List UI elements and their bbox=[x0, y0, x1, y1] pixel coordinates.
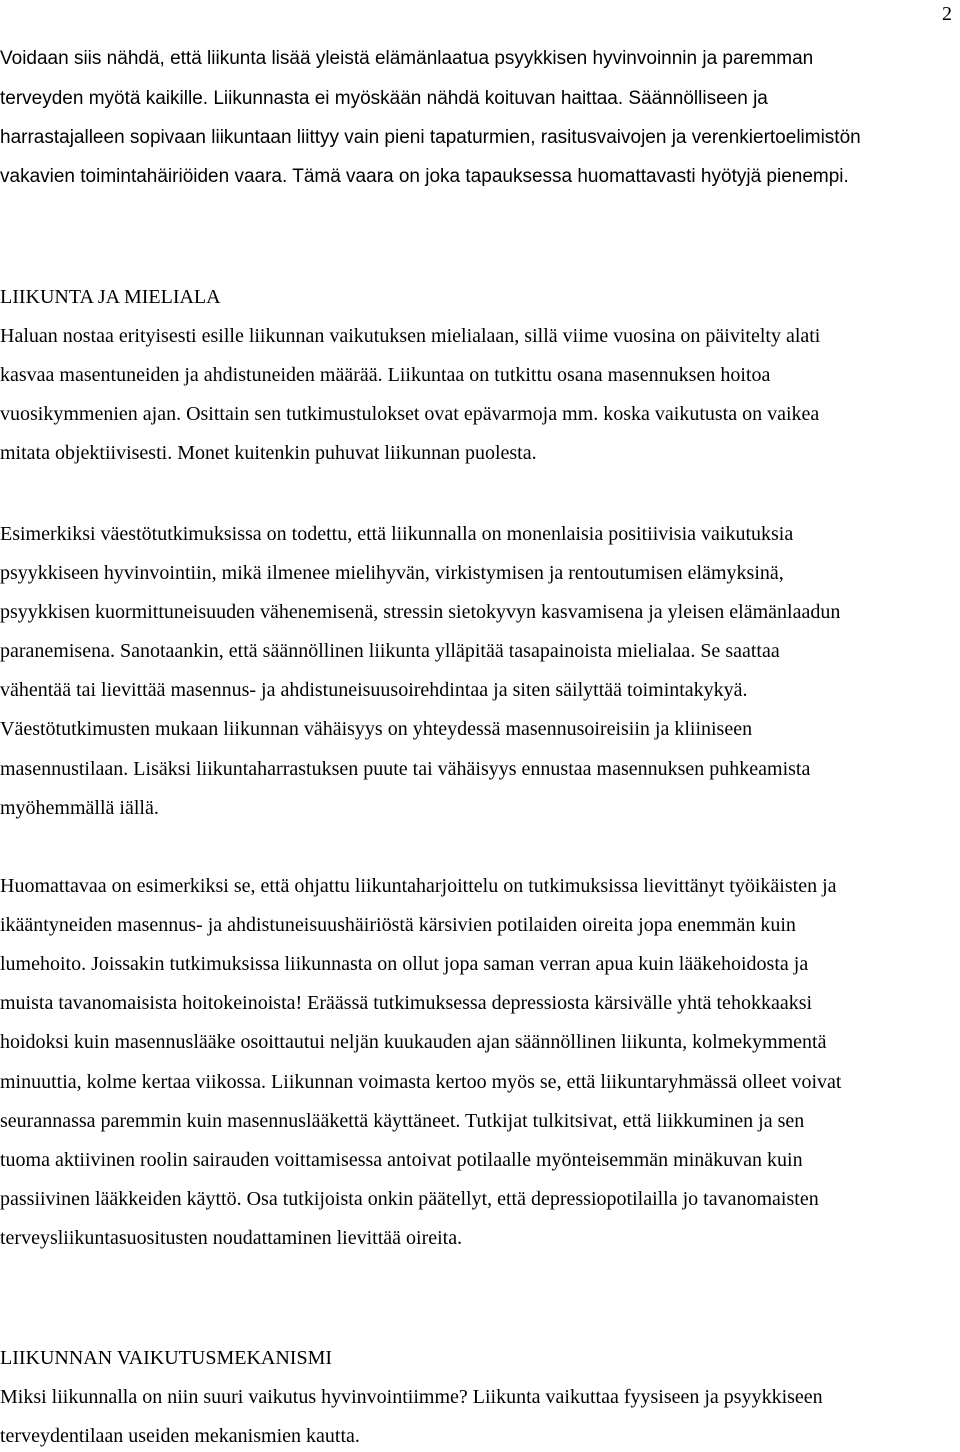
text-line: Voidaan siis nähdä, että liikunta lisää yleistä elämänlaatua psyykkisen hyvinvoinnin ja paremman bbox=[0, 48, 814, 69]
text-line: lumehoito. Joissakin tutkimuksissa liikunnasta on ollut jopa saman verran apua kuin lääkehoidosta ja bbox=[0, 953, 809, 975]
text-line: psyykkisen kuormittuneisuuden vähenemisenä, stressin sietokyvyn kasvamisena ja yleisen elämänlaadun bbox=[0, 601, 841, 623]
text-line: kasvaa masentuneiden ja ahdistuneiden määrää. Liikuntaa on tutkittu osana masennuksen hoitoa bbox=[0, 364, 771, 386]
page-number: 2 bbox=[942, 3, 952, 25]
text-line: vakavien toimintahäiriöiden vaara. Tämä vaara on joka tapauksessa huomattavasti hyötyjä pienempi. bbox=[0, 166, 849, 187]
text-line: Väestötutkimusten mukaan liikunnan vähäisyys on yhteydessä masennusoireisiin ja kliiniseen bbox=[0, 718, 753, 740]
text-line: hoidoksi kuin masennuslääke osoittautui neljän kuukauden ajan säännöllinen liikunta, kolmekymmentä bbox=[0, 1031, 827, 1053]
text-line: mitata objektiivisesti. Monet kuitenkin puhuvat liikunnan puolesta. bbox=[0, 442, 537, 464]
section-heading-mechanism: LIIKUNNAN VAIKUTUSMEKANISMI bbox=[0, 1347, 333, 1369]
text-line: Esimerkiksi väestötutkimuksissa on todettu, että liikunnalla on monenlaisia positiivisia vaikutuksia bbox=[0, 523, 794, 545]
text-line: minuuttia, kolme kertaa viikossa. Liikunnan voimasta kertoo myös se, että liikuntaryhmässä olleet voivat bbox=[0, 1071, 842, 1093]
text-line: terveysliikuntasuositusten noudattaminen lievittää oireita. bbox=[0, 1227, 463, 1249]
text-line: myöhemmällä iällä. bbox=[0, 797, 159, 819]
text-line: vähentää tai lievittää masennus- ja ahdistuneisuusoirehdintaa ja siten säilyttää toimintakykyä. bbox=[0, 679, 748, 701]
text-line: psyykkiseen hyvinvointiin, mikä ilmenee mielihyvän, virkistymisen ja rentoutumisen elämyksinä, bbox=[0, 562, 784, 584]
text-line: Huomattavaa on esimerkiksi se, että ohjattu liikuntaharjoittelu on tutkimuksissa lievittänyt työikäisten ja bbox=[0, 875, 837, 897]
text-line: harrastajalleen sopivaan liikuntaan liittyy vain pieni tapaturmien, rasitusvaivojen ja verenkiertoelimistön bbox=[0, 127, 861, 148]
text-line: passiivinen lääkkeiden käyttö. Osa tutkijoista onkin päätellyt, että depressiopotilailla jo tavanomaisten bbox=[0, 1188, 819, 1210]
text-line: seurannassa paremmin kuin masennuslääkettä käyttäneet. Tutkijat tulkitsivat, että liikkuminen ja sen bbox=[0, 1110, 805, 1132]
text-line: Miksi liikunnalla on niin suuri vaikutus hyvinvointiimme? Liikunta vaikuttaa fyysiseen ja psyykkiseen bbox=[0, 1386, 823, 1408]
text-line: paranemisena. Sanotaankin, että säännöllinen liikunta ylläpitää tasapainoista mielialaa. Se saattaa bbox=[0, 640, 780, 662]
text-line: ikääntyneiden masennus- ja ahdistuneisuushäiriöstä kärsivien potilaiden oireita jopa enemmän kuin bbox=[0, 914, 796, 936]
text-line: muista tavanomaisista hoitokeinoista! Eräässä tutkimuksessa depressiosta kärsivälle yhtä tehokkaaksi bbox=[0, 992, 813, 1014]
text-line: masennustilaan. Lisäksi liikuntaharrastuksen puute tai vähäisyys ennustaa masennuksen puhkeamista bbox=[0, 758, 811, 780]
text-line: Haluan nostaa erityisesti esille liikunnan vaikutuksen mielialaan, sillä viime vuosina on päivitelty alati bbox=[0, 325, 821, 347]
text-line: vuosikymmenien ajan. Osittain sen tutkimustulokset ovat epävarmoja mm. koska vaikutusta on vaikea bbox=[0, 403, 820, 425]
section-heading-mood: LIIKUNTA JA MIELIALA bbox=[0, 286, 221, 308]
text-line: tuoma aktiivinen roolin sairauden voittamisessa antoivat potilaalle myönteisemmän minäkuvan kuin bbox=[0, 1149, 803, 1171]
text-line: terveyden myötä kaikille. Liikunnasta ei myöskään nähdä koituvan haittaa. Säännölliseen ja bbox=[0, 88, 768, 109]
text-line: terveydentilaan useiden mekanismien kautta. bbox=[0, 1425, 360, 1447]
